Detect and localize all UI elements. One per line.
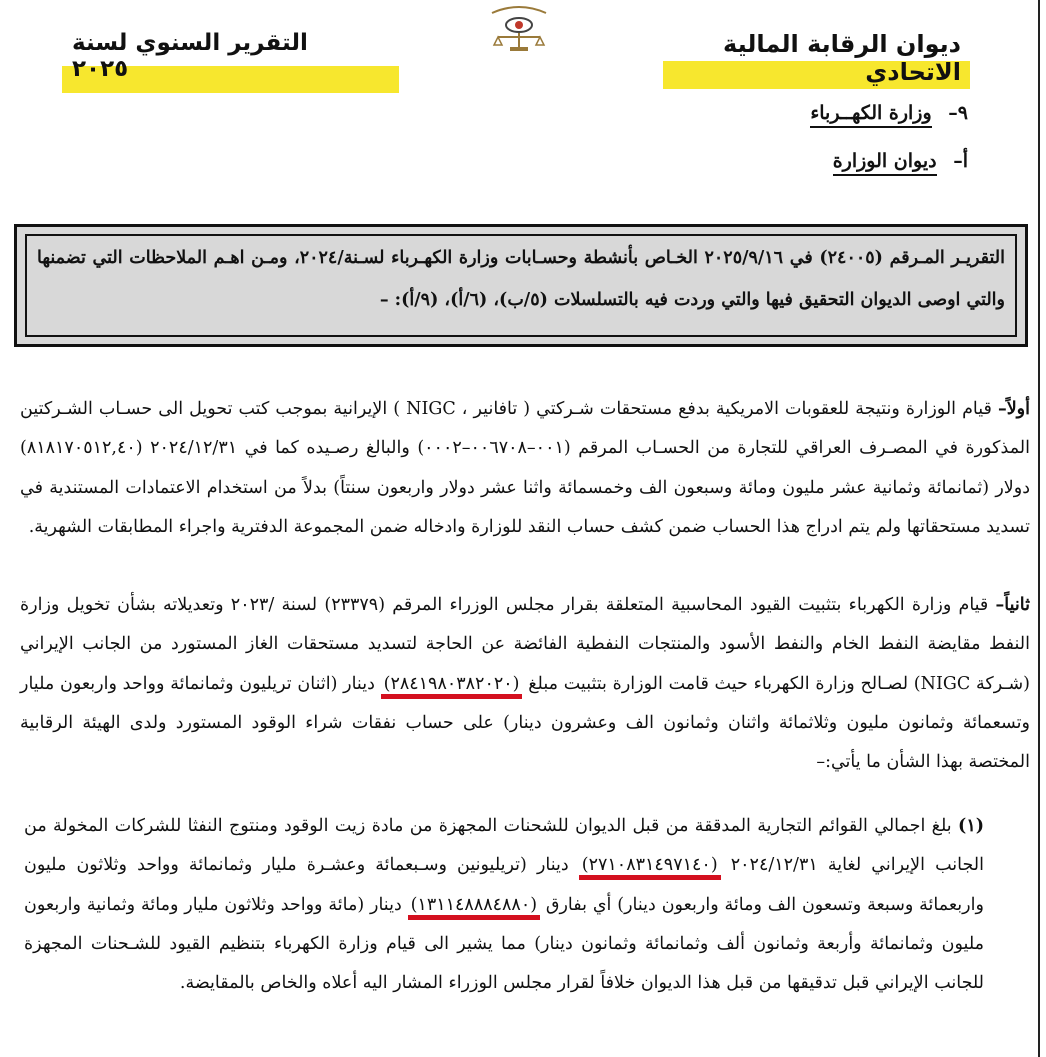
finding-first-label: أولاً– [997,399,1030,419]
finding-item-one-amount-difference: (١٣١١٤٨٨٨٤٨٨٠) [408,895,540,920]
subsection-heading [468,150,968,172]
subsection-title: ديوان الوزارة [833,150,937,176]
finding-second-text-a: قيام وزارة الكهرباء بتثبيت القيود المحاسبية المتعلقة بقرار مجلس الوزراء المرقم (٢٣٣٧٩) لسنة /٢٠٢٣ وتعديلاته بشأن تخويل وزارة النفط مقايضة النفط الخام والنفط الأسود والمنتجات النفطية الفائضة عن الحاجة لتسديد مستحقات الغاز المستورد من الجانب الإيراني (شـركة NIGC) لصـالح وزارة الكهرباء حيث قامت الوزارة بتثبيت مبلغ [20,595,1030,694]
finding-second-label: ثانياً– [995,595,1030,615]
header-organization-title: ديوان الرقابة المالية الاتحادي [723,30,961,86]
finding-second-amount: (٢٨٤١٩٨٠٣٨٢٠٢٠) [381,674,523,699]
page-right-border [1038,0,1040,1057]
scales-eye-emblem-icon [484,3,554,55]
finding-item-one-amount-total: (٢٧١٠٨٣١٤٩٧١٤٠) [579,855,721,880]
section-ministry-heading [468,102,968,124]
finding-first [20,390,1030,547]
section-number: ٩– [948,102,968,124]
finding-item-one-text-d: دينار (مائة وواحد وثلاثون مليار ومائة وثمانية واربعون مليون وثمانمائة وأربعة وثمانون ألف وثمانمائة وثمانون دينار) مما يشير الى قيام وزارة الكهرباء بتنظيم القيود للشـحنات المجهزة للجانب الإيراني قبل تدقيقها من قبل هذا الديوان خلافاً لقرار مجلس الوزراء المشار اليه أعلاه والخاص بالمقايضة. [24,894,984,994]
header-report-title: التقرير السنوي لسنة ٢٠٢٥ [72,30,308,82]
finding-item-one [24,807,984,1003]
finding-item-one-text-c: أي بفارق [545,894,612,915]
finding-second [20,586,1030,782]
subsection-letter: أ– [953,150,968,172]
finding-item-one-text-b: دينار (تريليونين وسـبعمائة وعشـرة مليار وثمانمائة وواحد وثلاثون مليون واربعمائة وسبعة وتسعون الف ومائة واربعون دينار) [24,855,984,915]
summary-text: التقريـر المـرقم (٢٤٠٠٥) في ٢٠٢٥/٩/١٦ الخـاص بأنشطة وحسـابات وزارة الكهـرباء لسـنة/٢٠٢٤، ومـن اهـم الملاحظات التي تضمنها والتي اوصى الديوان التحقيق فيها والتي وردت فيه بالتسلسلات (٥/ب)، (٦/أ)، (٩/أ): – [37,248,1005,310]
finding-first-text: قيام الوزارة ونتيجة للعقوبات الامريكية بدفع مستحقات شـركتي ( تافانير ، NIGC ) الإيرانية بموجب كتب تحويل الى حسـاب الشـركتين المذكورة في المصـرف العراقي للتجارة من الحسـاب المرقم (٠٠١–٠٠٦٧٠٨–٠٠٠٢) والبالغ رصـيده كما في ٢٠٢٤/١٢/٣١ (٨١٨١٧٠٥١٢,٤٠) دولار (ثمانمائة وثمانية عشر مليون ومائة وسبعون الف وخمسمائة واثنا عشر دولار واربعون سنتاً) بدلاً من استخدام الاعتمادات المستندية في تسديد مستحقاتها ولم يتم ادراج هذا الحساب ضمن كشف حساب النقد للوزارة وادخاله ضمن المجموعة الدفترية واجراء المطابقات الشهرية. [20,399,1030,537]
finding-second-text-b: دينار (اثنان تريليون وثمانمائة وواحد واربعون مليار وتسعمائة وثمانون مليون وثلاثمائة واثنان وثمانون الف وعشرون دينار) على حساب نفقات شراء الوقود المستورد ولدى الهيئة الرقابية المختصة بهذا الشأن ما يأتي:– [20,673,1030,773]
report-summary-box [14,224,1028,347]
finding-item-one-label: (١) [958,816,984,836]
finding-item-one-text-a: بلغ اجمالي القوائم التجارية المدققة من قبل الديوان للشحنات المجهزة من مادة زيت الوقود ومنتوج النفثا للشركات المخولة من الجانب الإيراني لغاية ٢٠٢٤/١٢/٣١ [24,816,984,876]
section-ministry-title: وزارة الكهــرباء [810,102,931,128]
